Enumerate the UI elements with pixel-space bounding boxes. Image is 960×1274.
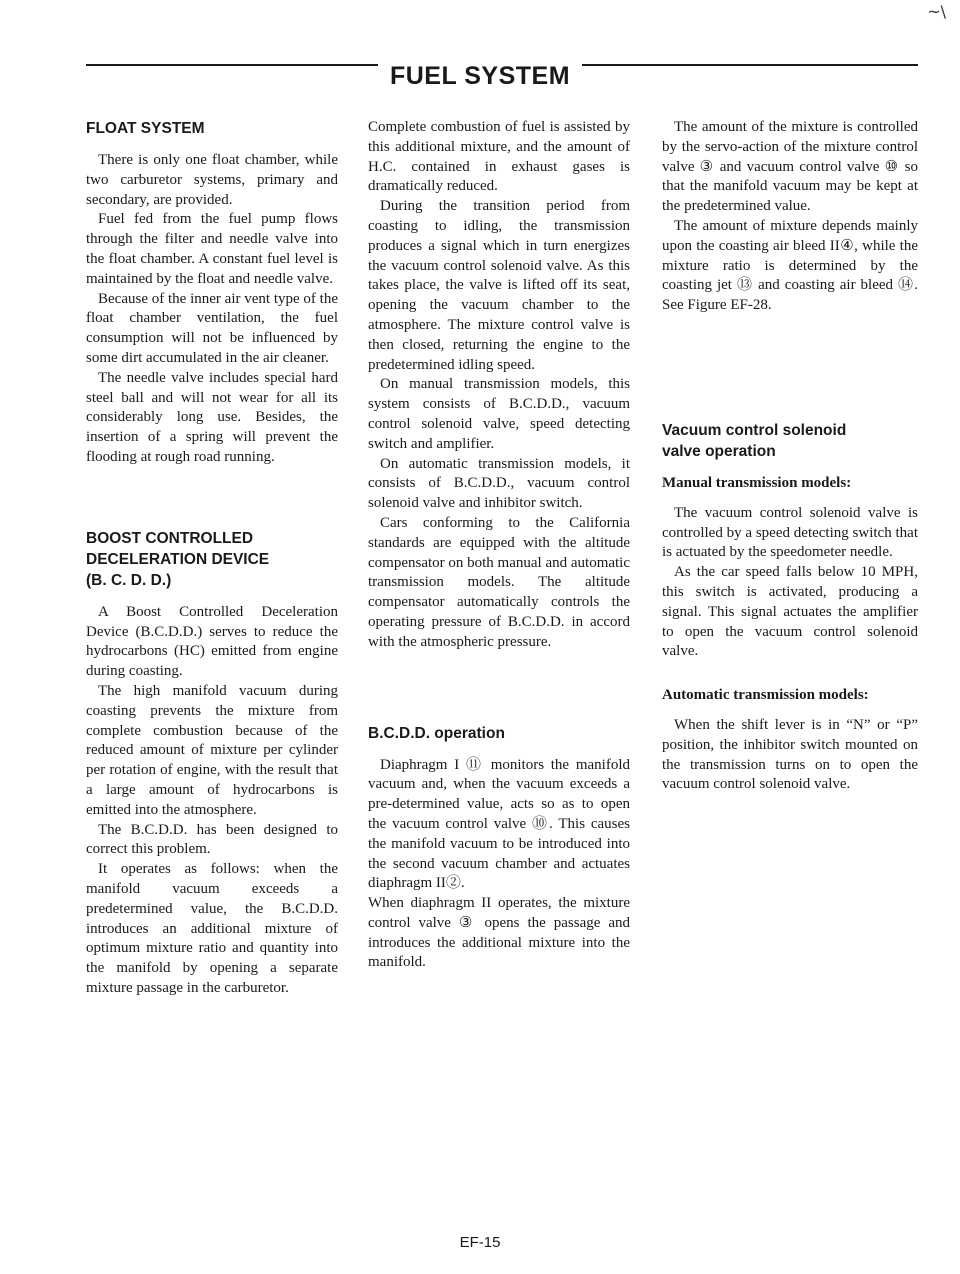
paragraph: It operates as follows: when the manifold vacuum exceeds a predetermined value, the B.C.D.D. introduces an additional mixture of optimum mixture ratio and quantity into the manifold by opening a separate mixture passage in the carburetor.	[86, 861, 338, 996]
paragraph: Because of the inner air vent type of the float chamber ventilation, the fuel consumption will not be influenced by some dirt accumulated in the air cleaner.	[86, 290, 338, 366]
manual-models-label: Manual transmission models:	[662, 474, 852, 491]
paragraph: On manual transmission models, this system consists of B.C.D.D., vacuum control solenoid valve, speed detecting switch and amplifier.	[368, 376, 630, 452]
paragraph: Fuel fed from the fuel pump flows through the filter and needle valve into the float chamber. A constant fuel level is maintained by the float and needle valve.	[86, 211, 338, 287]
bcdd-heading-line2: DECELERATION DEVICE	[86, 550, 270, 568]
automatic-models-label: Automatic transmission models:	[662, 687, 869, 704]
paragraph: During the transition period from coasting to idling, the transmission produces a signal which in turn energizes the vacuum control solenoid valve. As this takes place, the valve is lifted off its seat, opening the vacuum chamber to the atmosphere. The mixture control valve is then closed, returning the engine to the predetermined idling speed.	[368, 198, 630, 373]
bcdd-heading	[86, 528, 338, 591]
column-2	[368, 118, 630, 973]
paragraph: Cars conforming to the California standards are equipped with the altitude compensator on both manual and automatic transmission models. The altitude compensator automatically controls the operating pressure of B.C.D.D. in accord with the atmospheric pressure.	[368, 514, 631, 650]
page-title	[0, 62, 960, 91]
paragraph: The high manifold vacuum during coasting prevents the mixture from complete combustion because of the reduced amount of mixture per cylinder per rotation of engine, with the result that a large amount of hydrocarbons is emitted into the atmosphere.	[86, 682, 338, 818]
paragraph: When diaphragm II operates, the mixture control valve ③ opens the passage and introduces the additional mixture into the manifold.	[368, 895, 630, 971]
paragraph: The B.C.D.D. has been designed to correct this problem.	[86, 821, 338, 858]
column-3	[662, 118, 918, 795]
float-system-heading: FLOAT SYSTEM	[86, 120, 205, 137]
paragraph: The amount of the mixture is controlled by the servo-action of the mixture control valve ③ and vacuum control valve ⑩ so that the manifold vacuum may be kept at the predetermined value.	[662, 119, 918, 215]
bcdd-heading-line3: (B. C. D. D.)	[86, 571, 172, 589]
solenoid-heading	[662, 420, 918, 462]
paragraph: As the car speed falls below 10 MPH, this switch is activated, producing a signal. This signal actuates the amplifier to open the vacuum control solenoid valve.	[662, 564, 918, 660]
bcdd-operation-heading: B.C.D.D. operation	[368, 724, 505, 742]
paragraph: Diaphragm I ⑪ monitors the manifold vacuum and, when the vacuum exceeds a pre-determined value, acts so as to open the vacuum control valve ⑩. This causes the manifold vacuum to be introduced into the second vacuum chamber and actuates diaphragm II②.	[368, 756, 630, 892]
paragraph: The vacuum control solenoid valve is controlled by a speed detecting switch that is actuated by the speedometer needle.	[662, 504, 918, 561]
paragraph: On automatic transmission models, it consists of B.C.D.D., vacuum control solenoid valve and inhibitor switch.	[368, 455, 630, 512]
bcdd-heading-line1: BOOST CONTROLLED	[86, 529, 254, 547]
paragraph: A Boost Controlled Deceleration Device (B.C.D.D.) serves to reduce the hydrocarbons (HC) emitted from engine during coasting.	[86, 603, 338, 680]
page-number: EF-15	[459, 1234, 501, 1251]
page-title-text: FUEL SYSTEM	[378, 62, 582, 90]
solenoid-heading-line2: valve operation	[662, 442, 776, 460]
paragraph: Complete combustion of fuel is assisted by this additional mixture, and the amount of H.C. contained in exhaust gases is dramatically reduced.	[368, 119, 630, 195]
paragraph: The needle valve includes special hard steel ball and will not wear for all its considerably long use. Besides, the insertion of a spring will prevent the flooding at rough road running.	[86, 369, 338, 465]
paragraph: There is only one float chamber, while two carburetor systems, primary and secondary, are provided.	[86, 152, 338, 208]
column-1	[86, 118, 338, 999]
paragraph: When the shift lever is in “N” or “P” position, the inhibitor switch mounted on the transmission turns on to open the vacuum control solenoid valve.	[662, 716, 918, 793]
corner-mark: ~\	[927, 2, 946, 21]
solenoid-heading-line1: Vacuum control solenoid	[662, 421, 847, 439]
paragraph: The amount of mixture depends mainly upon the coasting air bleed II④, while the mixture ratio is determined by the coasting jet ⑬ and coasting air bleed ⑭. See Figure EF-28.	[662, 217, 918, 314]
